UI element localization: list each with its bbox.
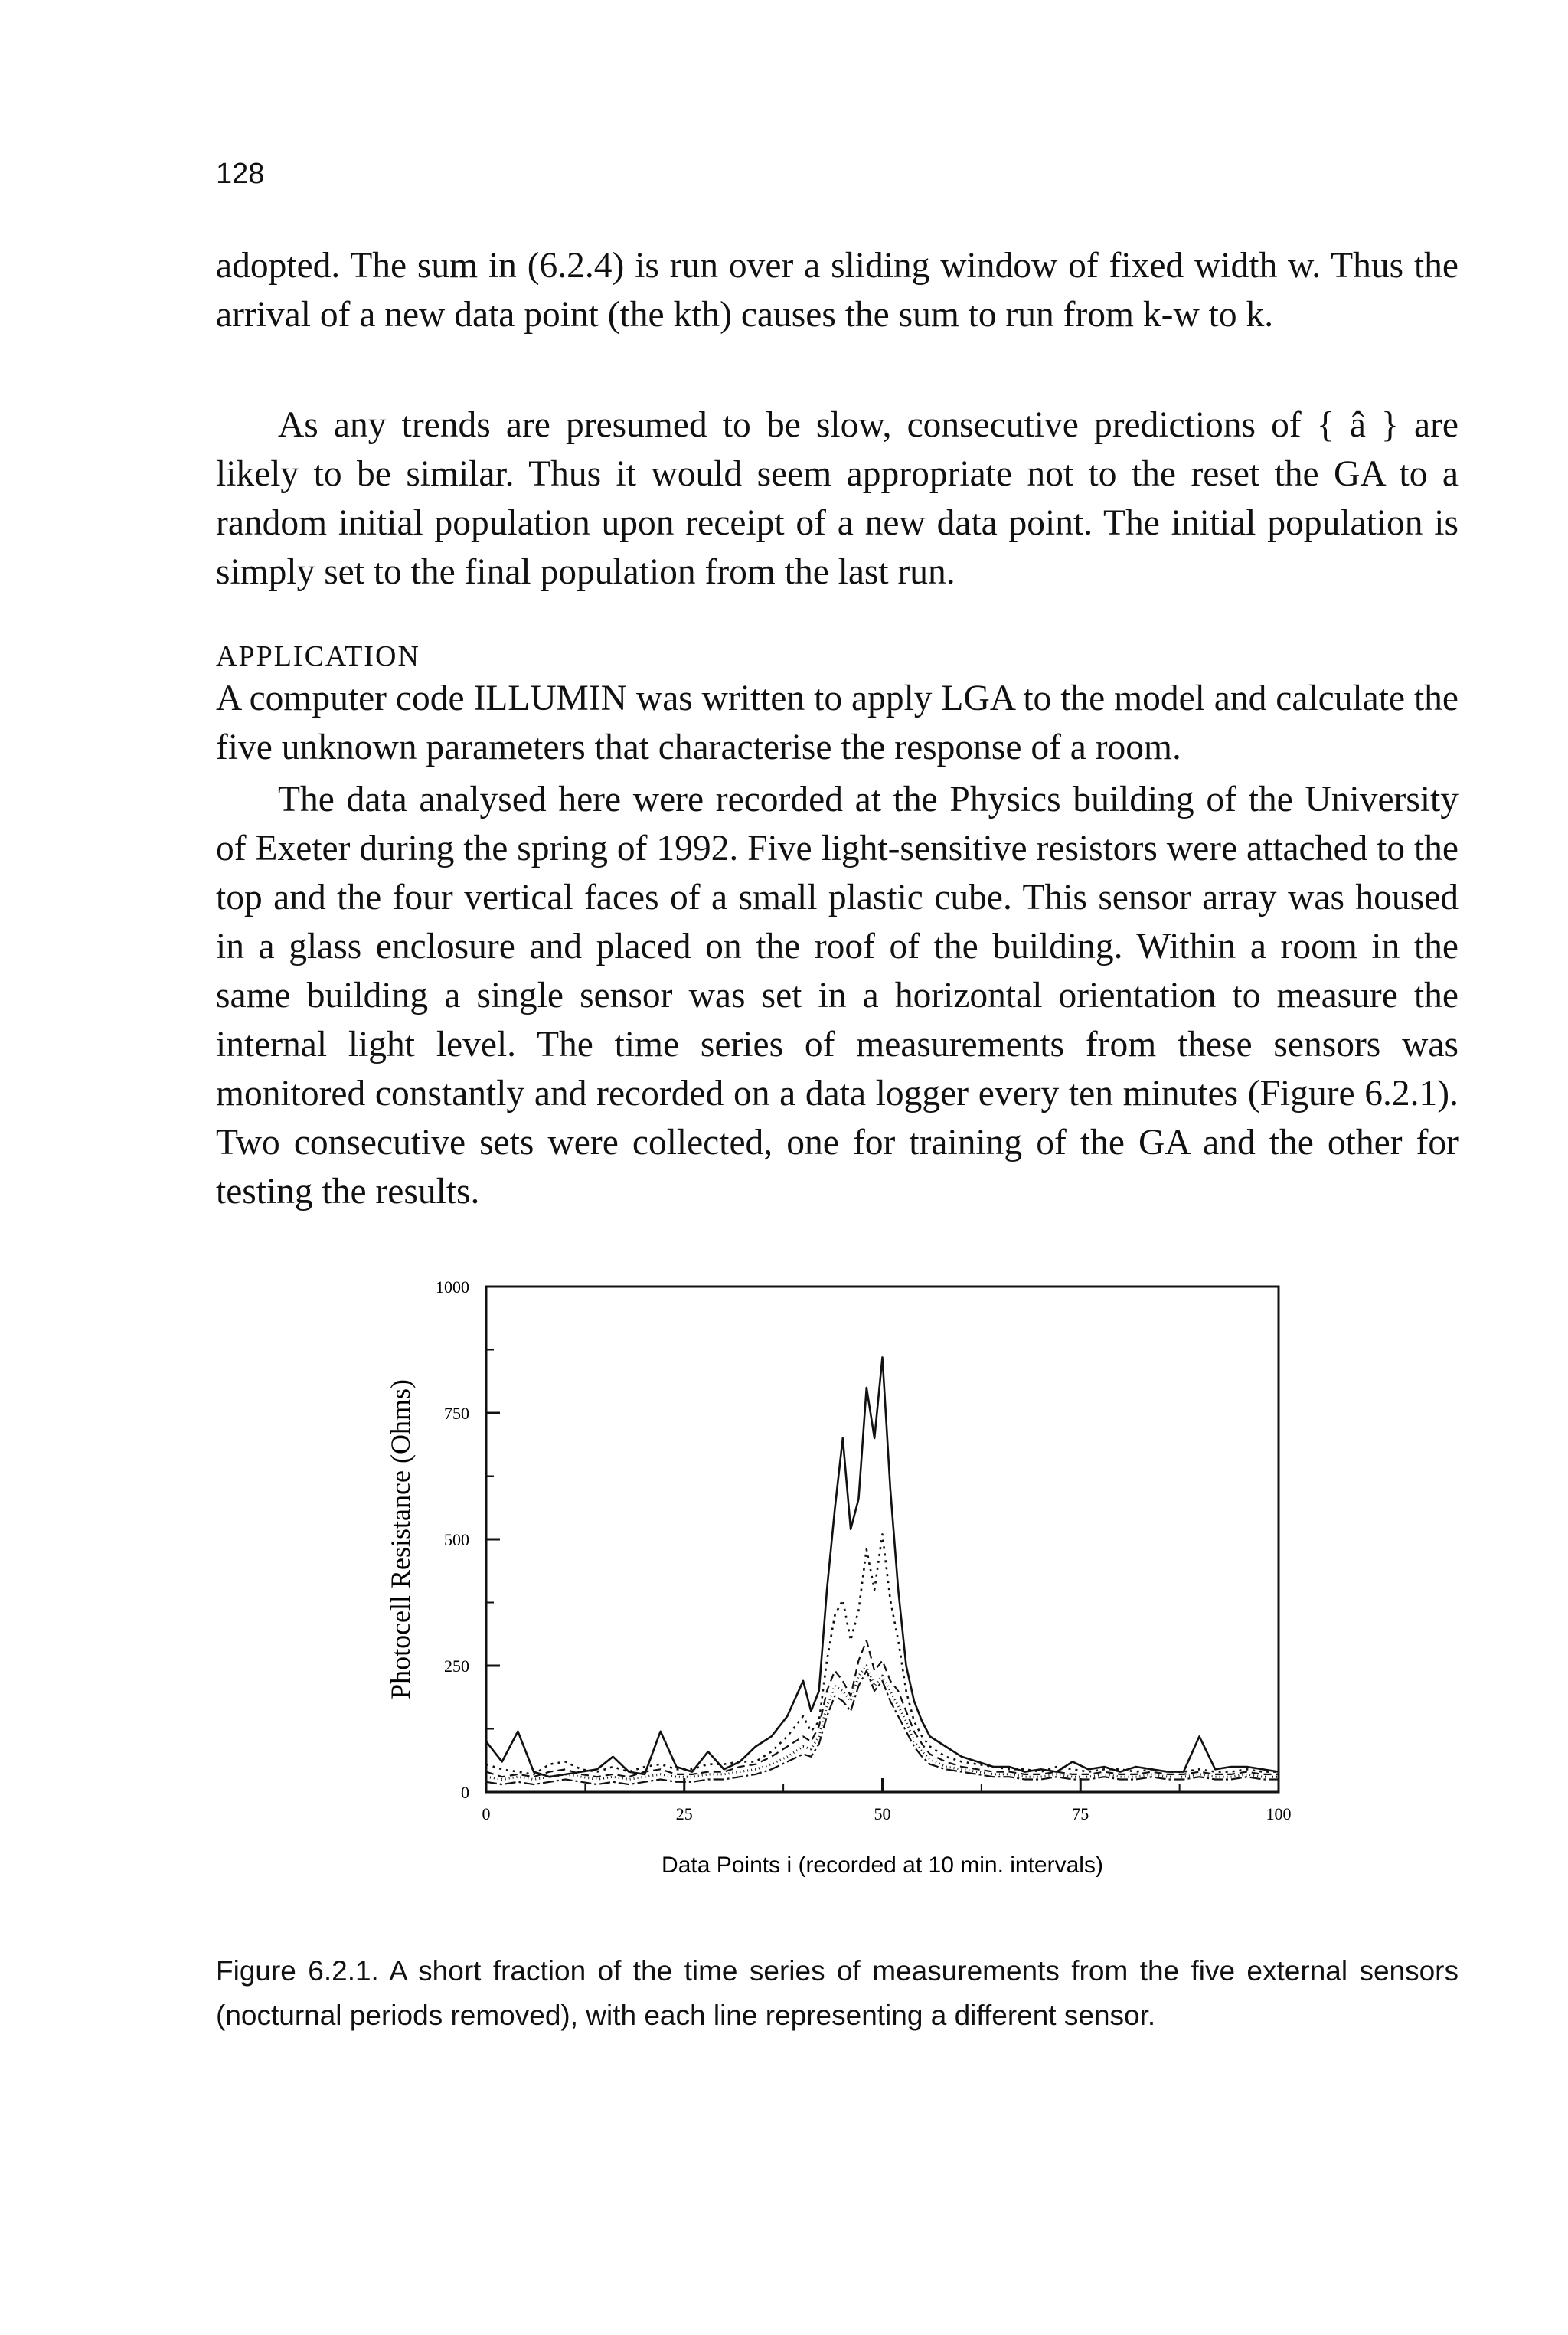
y-axis-label: Photocell Resistance (Ohms) — [385, 1379, 416, 1699]
line-chart — [352, 1256, 1348, 1884]
x-tick-label: 100 — [1266, 1804, 1292, 1823]
x-tick-label: 50 — [874, 1804, 891, 1823]
paragraph-1 — [216, 241, 1459, 339]
x-tick-label: 25 — [675, 1804, 693, 1823]
figure-6-2-1 — [352, 1256, 1348, 1884]
series-line-3 — [486, 1640, 1279, 1777]
y-tick-label: 750 — [444, 1404, 469, 1423]
y-tick-label: 1000 — [436, 1277, 469, 1297]
paragraph-2-text: As any trends are presumed to be slow, consecutive predictions of { â } are likely to be similar. Thus it would seem appropriate not to the reset the GA to a random initial population upon receipt of a new data point. The initial population is simply set to the final population from the last run. — [216, 405, 1459, 592]
page-number: 128 — [216, 158, 265, 190]
x-axis-label: Data Points i (recorded at 10 min. intervals) — [662, 1853, 1103, 1878]
y-tick-label: 250 — [444, 1656, 469, 1676]
series-line-1 — [486, 1357, 1279, 1777]
figure-caption — [216, 1949, 1459, 2038]
y-tick-label: 0 — [461, 1783, 469, 1802]
x-tick-label: 0 — [482, 1804, 491, 1823]
y-tick-label: 500 — [444, 1530, 469, 1549]
paragraph-3-text: A computer code ILLUMIN was written to apply LGA to the model and calculate the five unknown parameters that characterise the response of a room. — [216, 679, 1459, 767]
series-line-5 — [486, 1671, 1279, 1785]
paragraph-1-text: adopted. The sum in (6.2.4) is run over a sliding window of fixed width w. Thus the arrival of a new data point (the kth) causes the sum to run from k-w to k. — [216, 246, 1459, 335]
paragraph-4-text: The data analysed here were recorded at the Physics building of the University of Exeter during the spring of 1992. Five light-sensitive resistors were attached to the top and the four vertical faces of a small plastic cube. This sensor array was housed in a glass enclosure and placed on the roof of the building. Within a room in the same building a single sensor was set in a horizontal orientation to measure the internal light level. The time series of measurements from these sensors was monitored constantly and recorded on a data logger every ten minutes (Figure 6.2.1). Two consecutive sets were collected, one for training of the GA and the other for testing the results. — [216, 780, 1459, 1212]
x-tick-label: 75 — [1072, 1804, 1089, 1823]
paragraph-3 — [216, 674, 1459, 772]
paragraph-4 — [216, 775, 1459, 1216]
paragraph-2 — [216, 401, 1459, 597]
series-line-2 — [486, 1534, 1279, 1774]
section-heading: APPLICATION — [216, 640, 420, 672]
figure-caption-text: Figure 6.2.1. A short fraction of the time series of measurements from the five external sensors (nocturnal periods removed), with each line representing a different sensor. — [216, 1955, 1459, 2031]
